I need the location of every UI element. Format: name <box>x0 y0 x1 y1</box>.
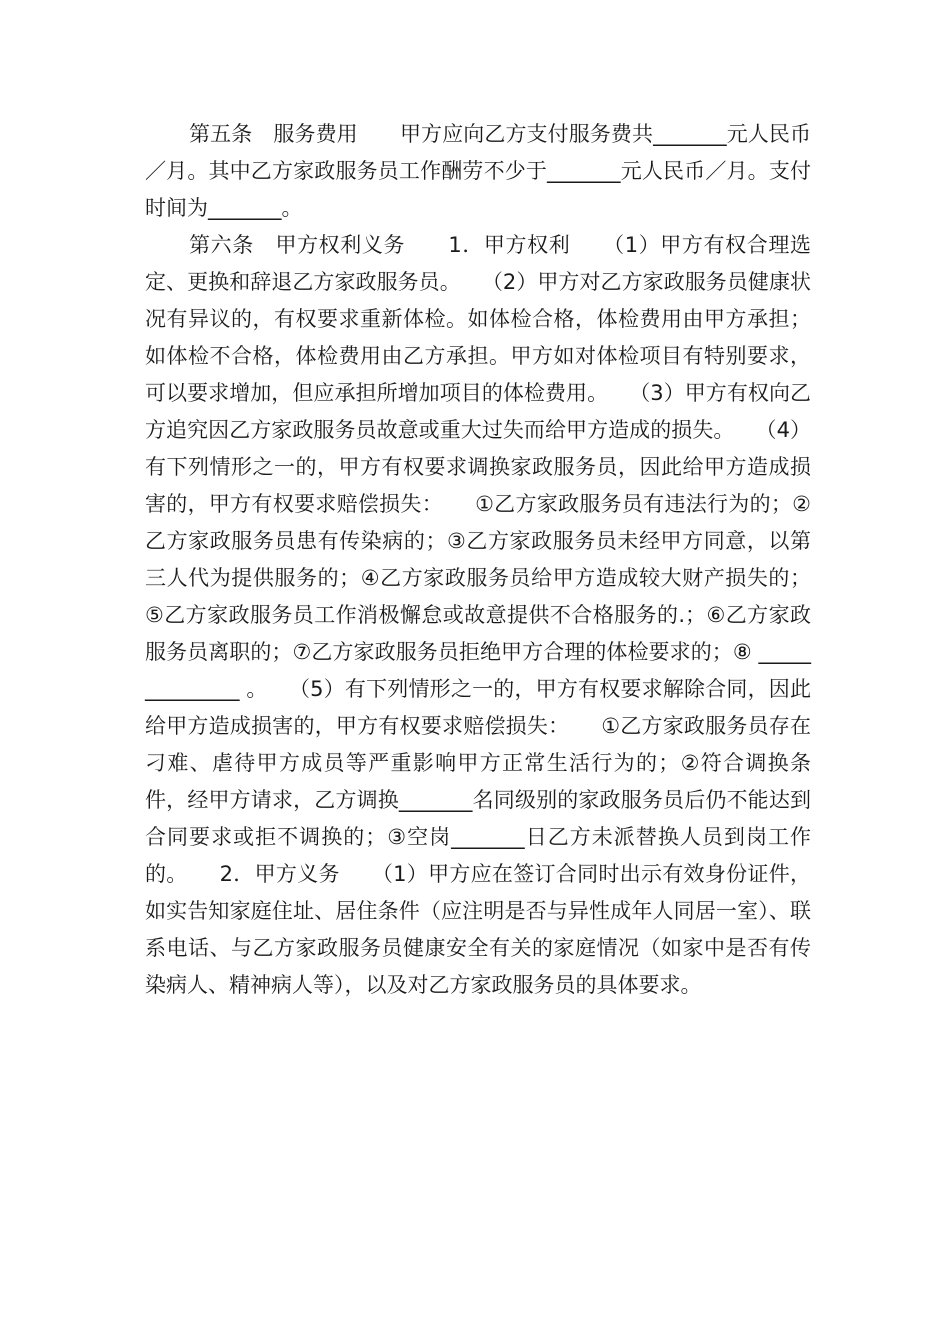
document-body <box>145 116 811 1004</box>
article-6-paragraph: 第六条 甲方权利义务 1．甲方权利 （1）甲方有权合理选定、更换和辞退乙方家政服务员。 （2）甲方对乙方家政服务员健康状况有异议的，有权要求重新体检。如体检合格，体检费用由甲方承担；如体检不合格，体检费用由乙方承担。甲方如对体检项目有特别要求，可以要求增加，但应承担所增加项目的体检费用。 （3）甲方有权向乙方追究因乙方家政服务员故意或重大过失而给甲方造成的损失。 （4）有下列情形之一的，甲方有权要求调换家政服务员，因此给甲方造成损害的，甲方有权要求赔偿损失： ①乙方家政服务员有违法行为的；②乙方家政服务员患有传染病的；③乙方家政服务员未经甲方同意，以第三人代为提供服务的；④乙方家政服务员给甲方造成较大财产损失的；⑤乙方家政服务员工作消极懈怠或故意提供不合格服务的.；⑥乙方家政服务员离职的；⑦乙方家政服务员拒绝甲方合理的体检要求的；⑧ ______________ 。 （5）有下列情形之一的，甲方有权要求解除合同，因此给甲方造成损害的，甲方有权要求赔偿损失： ①乙方家政服务员存在刁难、虐待甲方成员等严重影响甲方正常生活行为的；②符合调换条件，经甲方请求，乙方调换_______名同级别的家政服务员后仍不能达到合同要求或拒不调换的；③空岗_______日乙方未派替换人员到岗工作的。 2．甲方义务 （1）甲方应在签订合同时出示有效身份证件，如实告知家庭住址、居住条件（应注明是否与异性成年人同居一室）、联系电话、与乙方家政服务员健康安全有关的家庭情况（如家中是否有传染病人、精神病人等），以及对乙方家政服务员的具体要求。 <box>145 233 811 997</box>
article-5-paragraph: 第五条 服务费用 甲方应向乙方支付服务费共_______元人民币／月。其中乙方家政服务员工作酬劳不少于_______元人民币／月。支付时间为_______。 <box>145 122 811 220</box>
